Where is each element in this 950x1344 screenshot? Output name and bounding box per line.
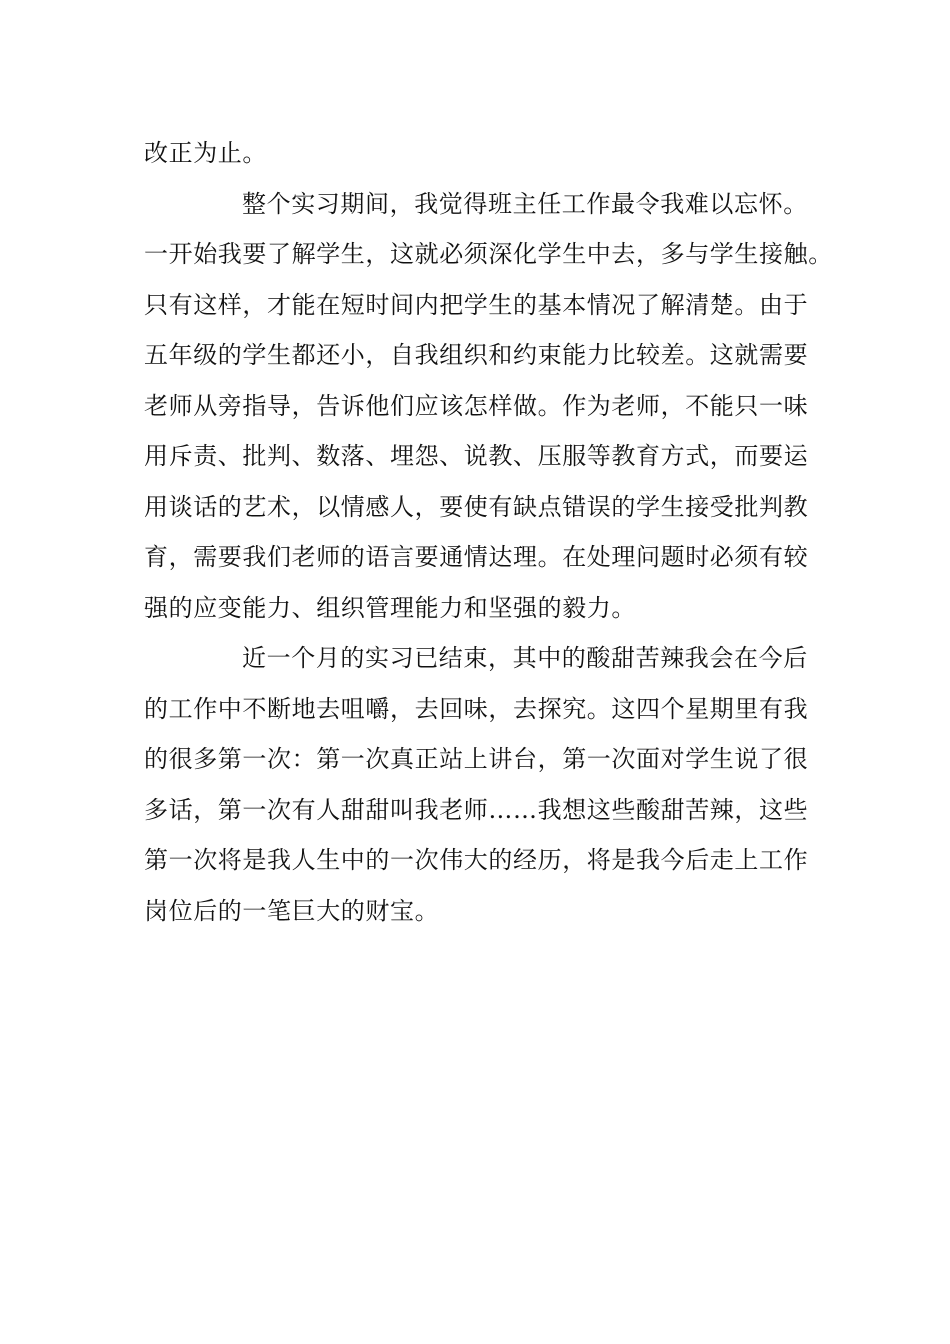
text-line: 强的应变能力、组织管理能力和坚强的毅力。: [144, 593, 636, 622]
text-line: 五年级的学生都还小，自我组织和约束能力比较差。这就需要: [144, 341, 809, 369]
text-line: 改正为止。: [144, 139, 267, 167]
text-line: 用谈话的艺术，以情感人，要使有缺点错误的学生接受批判教: [144, 492, 809, 521]
text-line: 多话，第一次有人甜甜叫我老师……我想这些酸甜苦辣，这些: [144, 795, 809, 824]
text-line: 的很多第一次：第一次真正站上讲台，第一次面对学生说了很: [144, 745, 809, 773]
paragraph-first-line: 整个实习期间，我觉得班主任工作最令我难以忘怀。: [242, 189, 808, 218]
paragraph-first-line: 近一个月的实习已结束，其中的酸甜苦辣我会在今后: [242, 644, 808, 672]
text-line: 一开始我要了解学生，这就必须深化学生中去，多与学生接触。: [144, 240, 833, 268]
text-line: 老师从旁指导，告诉他们应该怎样做。作为老师，不能只一味: [144, 391, 809, 420]
text-line: 育，需要我们老师的语言要通情达理。在处理问题时必须有较: [144, 543, 809, 571]
text-line: 只有这样，才能在短时间内把学生的基本情况了解清楚。由于: [144, 290, 809, 319]
text-line: 第一次将是我人生中的一次伟大的经历，将是我今后走上工作: [144, 846, 809, 874]
text-line: 的工作中不断地去咀嚼，去回味，去探究。这四个星期里有我: [144, 694, 809, 723]
text-line: 用斥责、批判、数落、埋怨、说教、压服等教育方式，而要运: [144, 442, 809, 470]
body-text: [144, 128, 834, 936]
text-line: 岗位后的一笔巨大的财宝。: [144, 896, 440, 925]
